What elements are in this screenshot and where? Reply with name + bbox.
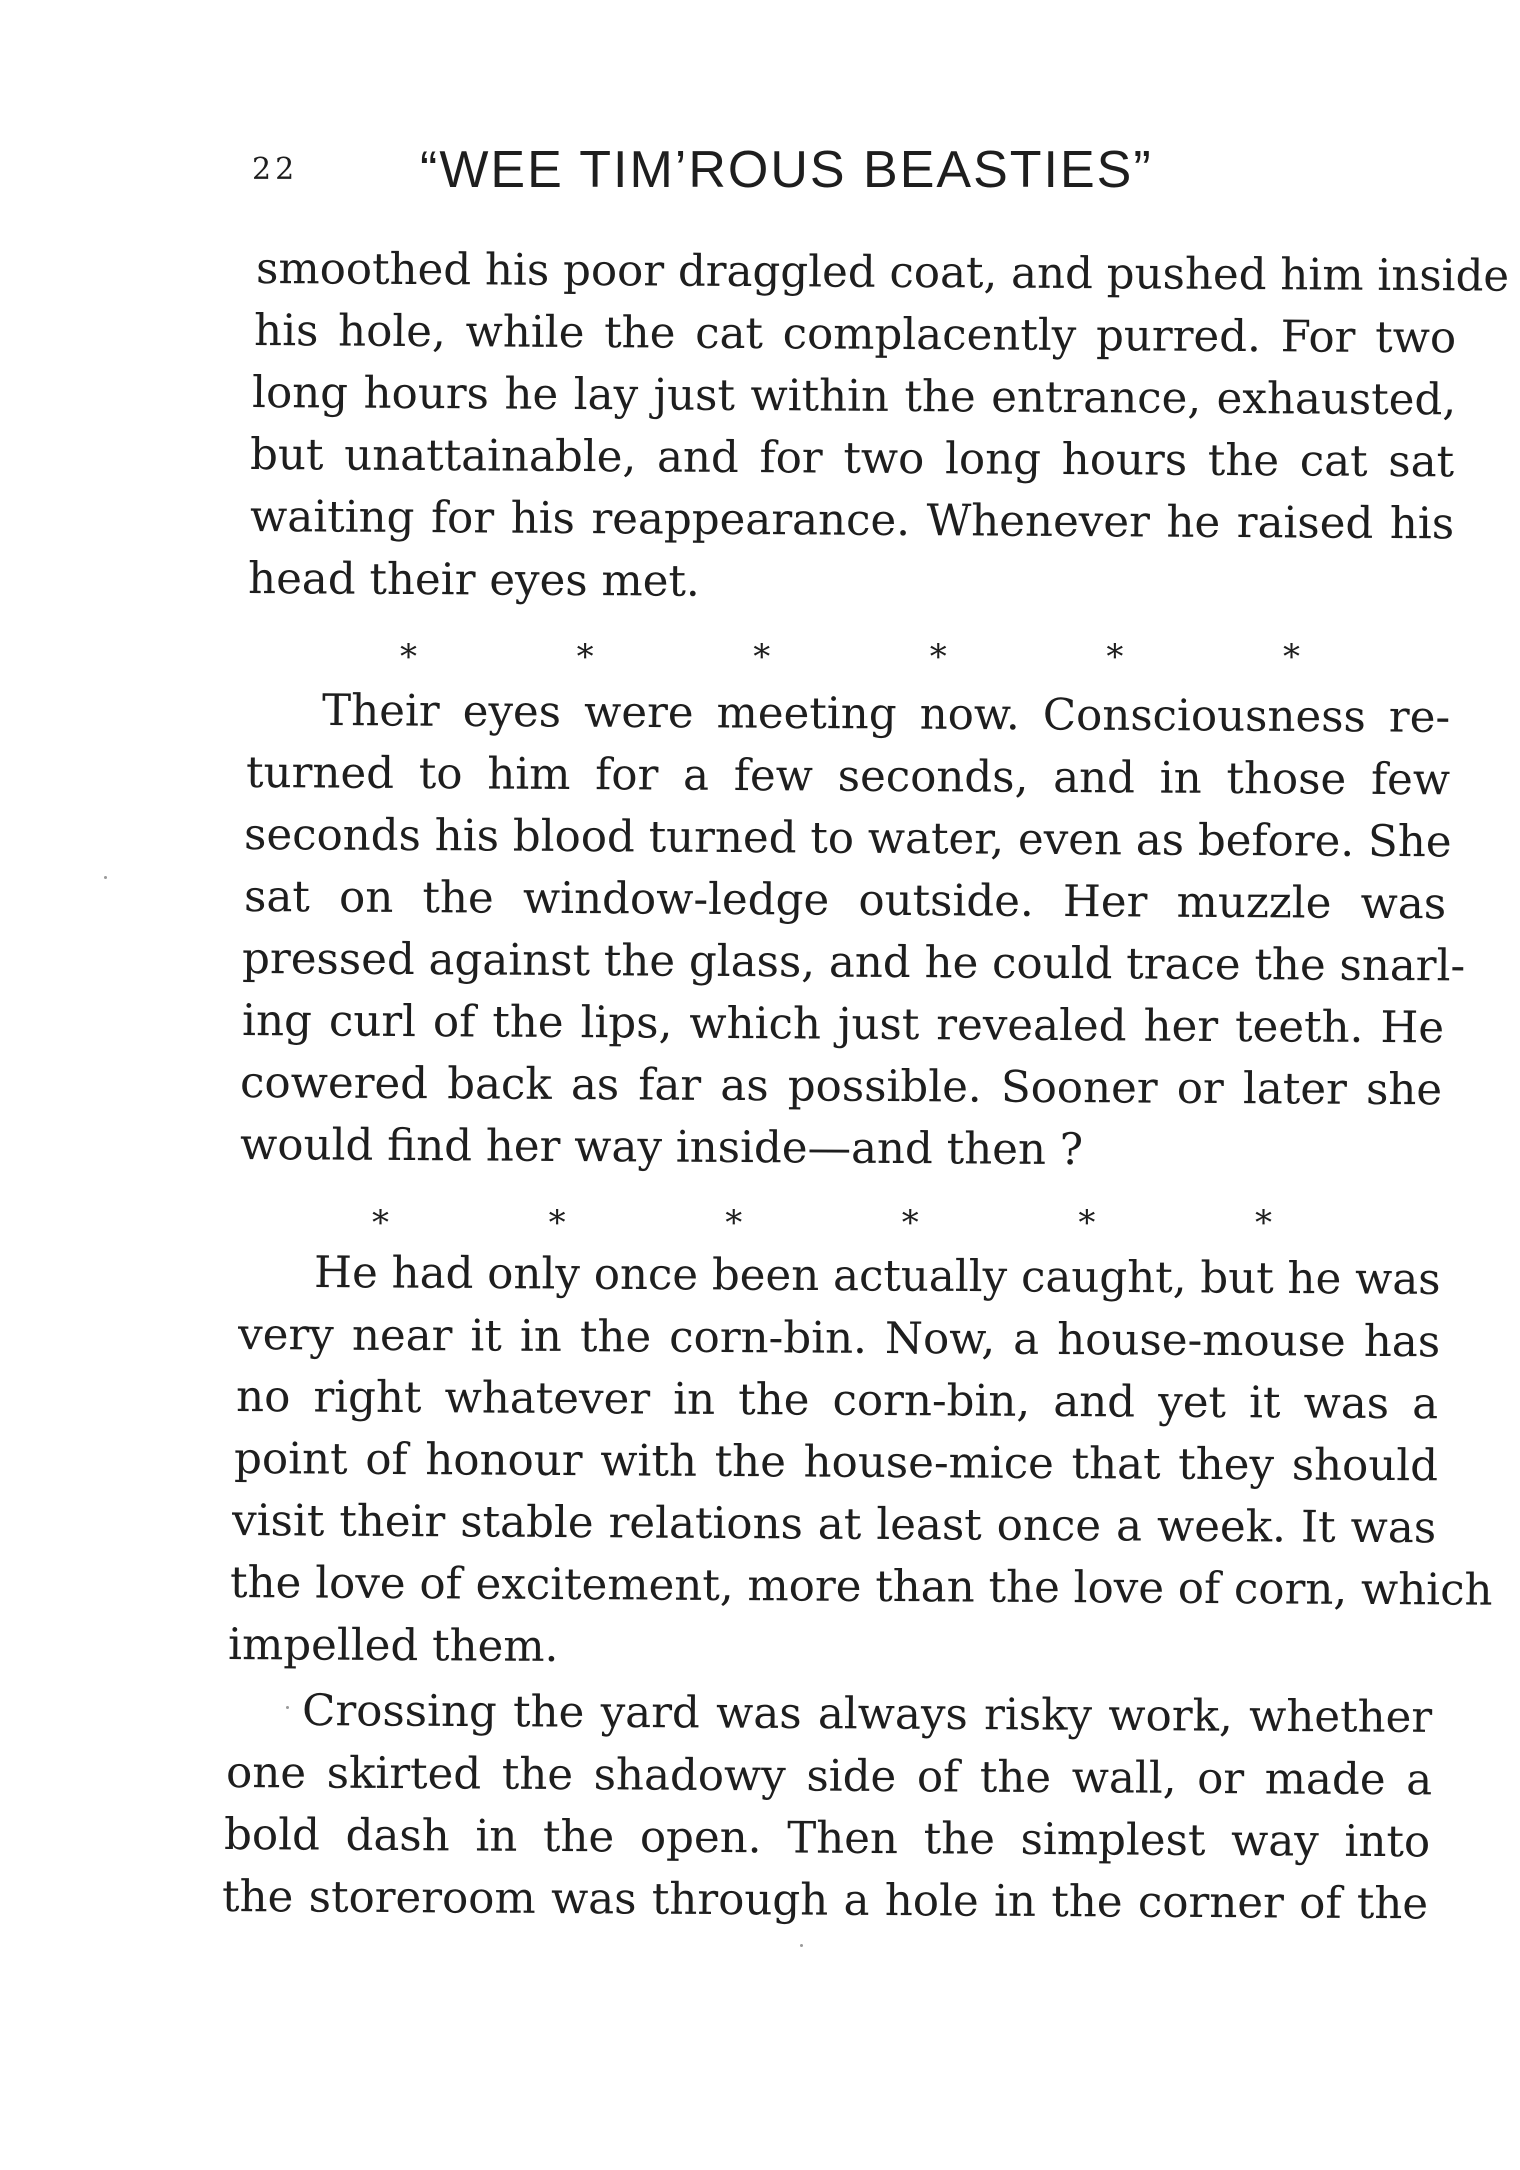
- text-line: one skirted the shadowy side of the wall, or made a: [225, 1748, 1433, 1806]
- section-break: [400, 637, 1300, 677]
- text-line: visit their stable relations at least once a week. It was: [231, 1496, 1437, 1554]
- section-break-star: *: [1254, 1203, 1272, 1243]
- text-line: seconds his blood turned to water, even as before. She: [243, 810, 1452, 868]
- text-line: turned to him for a few seconds, and in those few: [245, 748, 1451, 806]
- text-line: smoothed his poor draggled coat, and pushed him inside: [255, 244, 1510, 302]
- paper-speck: [286, 1706, 289, 1709]
- text-line: head their eyes met.: [247, 554, 700, 607]
- section-break-star: *: [1106, 637, 1124, 677]
- text-line: long hours he lay just within the entrance, exhausted,: [251, 368, 1457, 426]
- page-header: [250, 140, 1250, 210]
- section-break-star: *: [372, 1203, 389, 1243]
- text-line: would find her way inside—and then ?: [239, 1120, 1084, 1176]
- text-line: very near it in the corn-bin. Now, a house-mouse has: [237, 1310, 1441, 1368]
- paper-speck: [800, 1944, 803, 1947]
- text-line: but unattainable, and for two long hours the cat sat: [249, 430, 1455, 488]
- text-line: point of honour with the house-mice that they should: [233, 1434, 1439, 1492]
- text-line: the storeroom was through a hole in the corner of the: [221, 1872, 1429, 1930]
- section-break-star: *: [901, 1203, 919, 1243]
- section-break-star: *: [929, 637, 947, 677]
- section-break-star: *: [1282, 637, 1300, 677]
- section-break-star: *: [1078, 1203, 1096, 1243]
- paper-speck: [104, 876, 107, 879]
- section-break: [372, 1203, 1272, 1243]
- page-number: 22: [252, 152, 299, 187]
- text-line: his hole, while the cat complacently purred. For two: [253, 306, 1457, 364]
- text-line: He had only once been actually caught, but he was: [313, 1248, 1441, 1305]
- text-line: cowered back as far as possible. Sooner or later she: [239, 1058, 1443, 1116]
- section-break-star: *: [576, 637, 594, 677]
- text-line: the love of excitement, more than the love of corn, which: [229, 1558, 1493, 1616]
- text-line: pressed against the glass, and he could trace the snarl-: [241, 934, 1466, 992]
- text-line: waiting for his reappearance. Whenever he raised his: [249, 492, 1455, 550]
- text-line: impelled them.: [227, 1620, 559, 1673]
- text-line: Crossing the yard was always risky work, whether: [301, 1686, 1433, 1743]
- section-break-star: *: [548, 1203, 566, 1243]
- running-title: “WEE TIM’ROUS BEASTIES”: [420, 141, 1153, 199]
- section-break-star: *: [400, 637, 417, 677]
- section-break-star: *: [725, 1203, 743, 1243]
- text-line: sat on the window-ledge outside. Her muzzle was: [243, 872, 1447, 930]
- text-line: bold dash in the open. Then the simplest way into: [223, 1810, 1431, 1868]
- text-line: no right whatever in the corn-bin, and yet it was a: [235, 1372, 1439, 1430]
- text-line: Their eyes were meeting now. Consciousness re-: [321, 686, 1451, 743]
- section-break-star: *: [753, 637, 771, 677]
- text-line: ing curl of the lips, which just revealed her teeth. He: [241, 996, 1445, 1054]
